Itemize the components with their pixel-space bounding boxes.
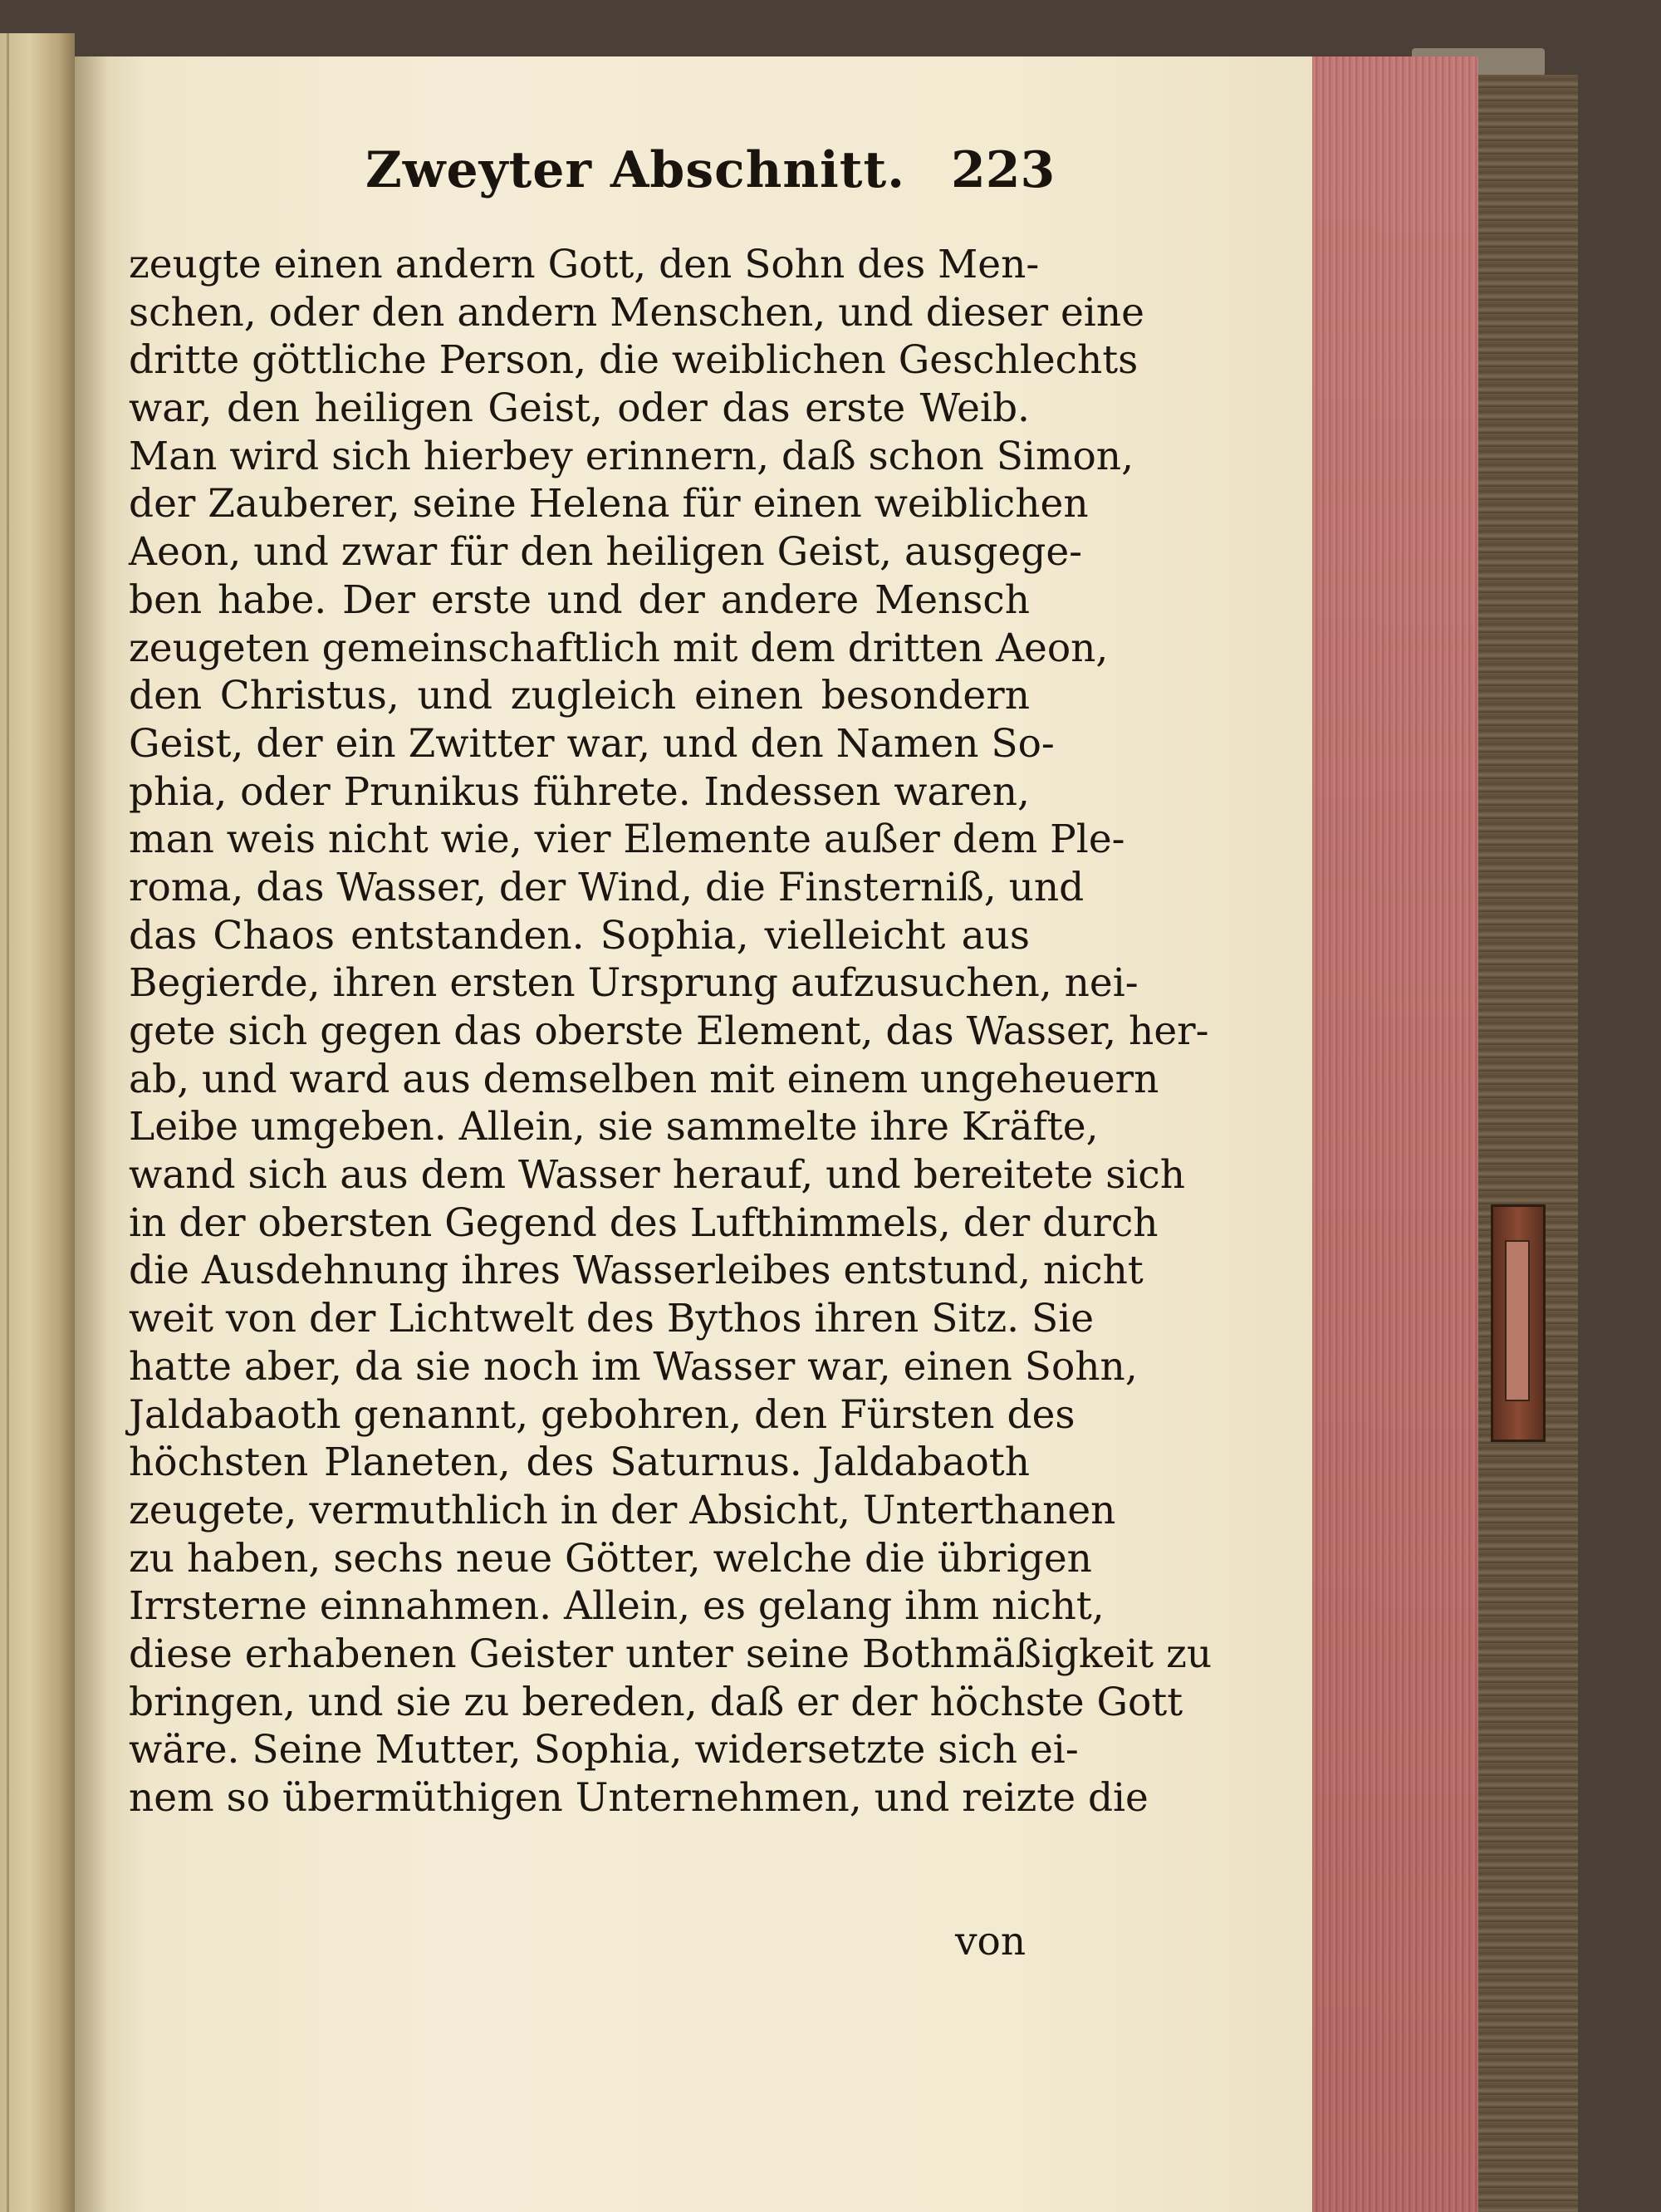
text-line: nem so übermüthigen Unternehmen, und reizte die bbox=[129, 1775, 1149, 1821]
facing-page-edge bbox=[0, 33, 75, 2212]
text-line: zeugeten gemeinschaftlich mit dem dritten Aeon, bbox=[129, 625, 1109, 671]
catchword: von bbox=[955, 1919, 1026, 1964]
text-line: den Christus, und zugleich einen besondern bbox=[129, 673, 1030, 719]
text-line: zeugte einen andern Gott, den Sohn des Men- bbox=[129, 242, 1040, 287]
text-line: Man wird sich hierbey erinnern, daß schon Simon, bbox=[129, 433, 1134, 479]
book-cover bbox=[1478, 75, 1578, 2212]
text-line: zu haben, sechs neue Götter, welche die übrigen bbox=[129, 1535, 1092, 1582]
text-line: Irrsterne einnahmen. Allein, es gelang ihm nicht, bbox=[129, 1583, 1105, 1630]
text-line: wand sich aus dem Wasser herauf, und bereitete sich bbox=[129, 1152, 1186, 1199]
text-line: ab, und ward aus demselben mit einem ungeheuern bbox=[129, 1056, 1159, 1102]
text-line: zeugete, vermuthlich in der Absicht, Unterthanen bbox=[129, 1487, 1116, 1533]
text-line: phia, oder Prunikus führete. Indessen waren, bbox=[129, 768, 1030, 815]
text-line: in der obersten Gegend des Lufthimmels, der durch bbox=[129, 1199, 1159, 1246]
text-line: die Ausdehnung ihres Wasserleibes entstund, nicht bbox=[129, 1248, 1144, 1294]
body-text bbox=[129, 241, 1213, 1822]
text-line: weit von der Lichtwelt des Bythos ihren Sitz. Sie bbox=[129, 1296, 1095, 1342]
text-line: Leibe umgeben. Allein, sie sammelte ihre Kräfte, bbox=[129, 1104, 1099, 1150]
page-gutter-shadow bbox=[75, 56, 108, 2212]
text-line: war, den heiligen Geist, oder das erste Weib. bbox=[129, 385, 1030, 432]
clasp bbox=[1491, 1204, 1546, 1442]
text-line: ben habe. Der erste und der andere Mensch bbox=[129, 576, 1030, 623]
text-line: gete sich gegen das oberste Element, das Wasser, her- bbox=[129, 1008, 1209, 1054]
text-line: schen, oder den andern Menschen, und dieser eine bbox=[129, 289, 1144, 336]
text-line: Aeon, und zwar für den heiligen Geist, ausgege- bbox=[129, 529, 1083, 576]
text-line: hatte aber, da sie noch im Wasser war, einen Sohn, bbox=[129, 1343, 1138, 1390]
facing-page-fold bbox=[7, 33, 9, 2212]
text-line: der Zauberer, seine Helena für einen weiblichen bbox=[129, 481, 1089, 527]
text-line: man weis nicht wie, vier Elemente außer dem Ple- bbox=[129, 817, 1125, 863]
text-line: das Chaos entstanden. Sophia, vielleicht aus bbox=[129, 912, 1030, 959]
text-line: höchsten Planeten, des Saturnus. Jaldabaoth bbox=[129, 1440, 1030, 1486]
text-line: diese erhabenen Geister unter seine Bothmäßigkeit zu bbox=[129, 1631, 1213, 1677]
text-line: wäre. Seine Mutter, Sophia, widersetzte sich ei- bbox=[129, 1727, 1079, 1773]
running-title: Zweyter Abschnitt. bbox=[365, 141, 906, 199]
page-edges-shading bbox=[1312, 56, 1478, 2212]
text-line: bringen, und sie zu bereden, daß er der höchste Gott bbox=[129, 1679, 1183, 1725]
text-line: Jaldabaoth genannt, gebohren, den Fürsten des bbox=[129, 1391, 1075, 1438]
page-number: 223 bbox=[951, 141, 1056, 199]
text-line: dritte göttliche Person, die weiblichen Geschlechts bbox=[129, 337, 1139, 384]
text-line: Begierde, ihren ersten Ursprung aufzusuchen, nei- bbox=[129, 960, 1139, 1007]
text-line: Geist, der ein Zwitter war, und den Namen So- bbox=[129, 720, 1055, 767]
page-header bbox=[129, 141, 1056, 216]
text-line: roma, das Wasser, der Wind, die Finsterniß, und bbox=[129, 864, 1085, 910]
clasp-inner bbox=[1505, 1240, 1530, 1401]
